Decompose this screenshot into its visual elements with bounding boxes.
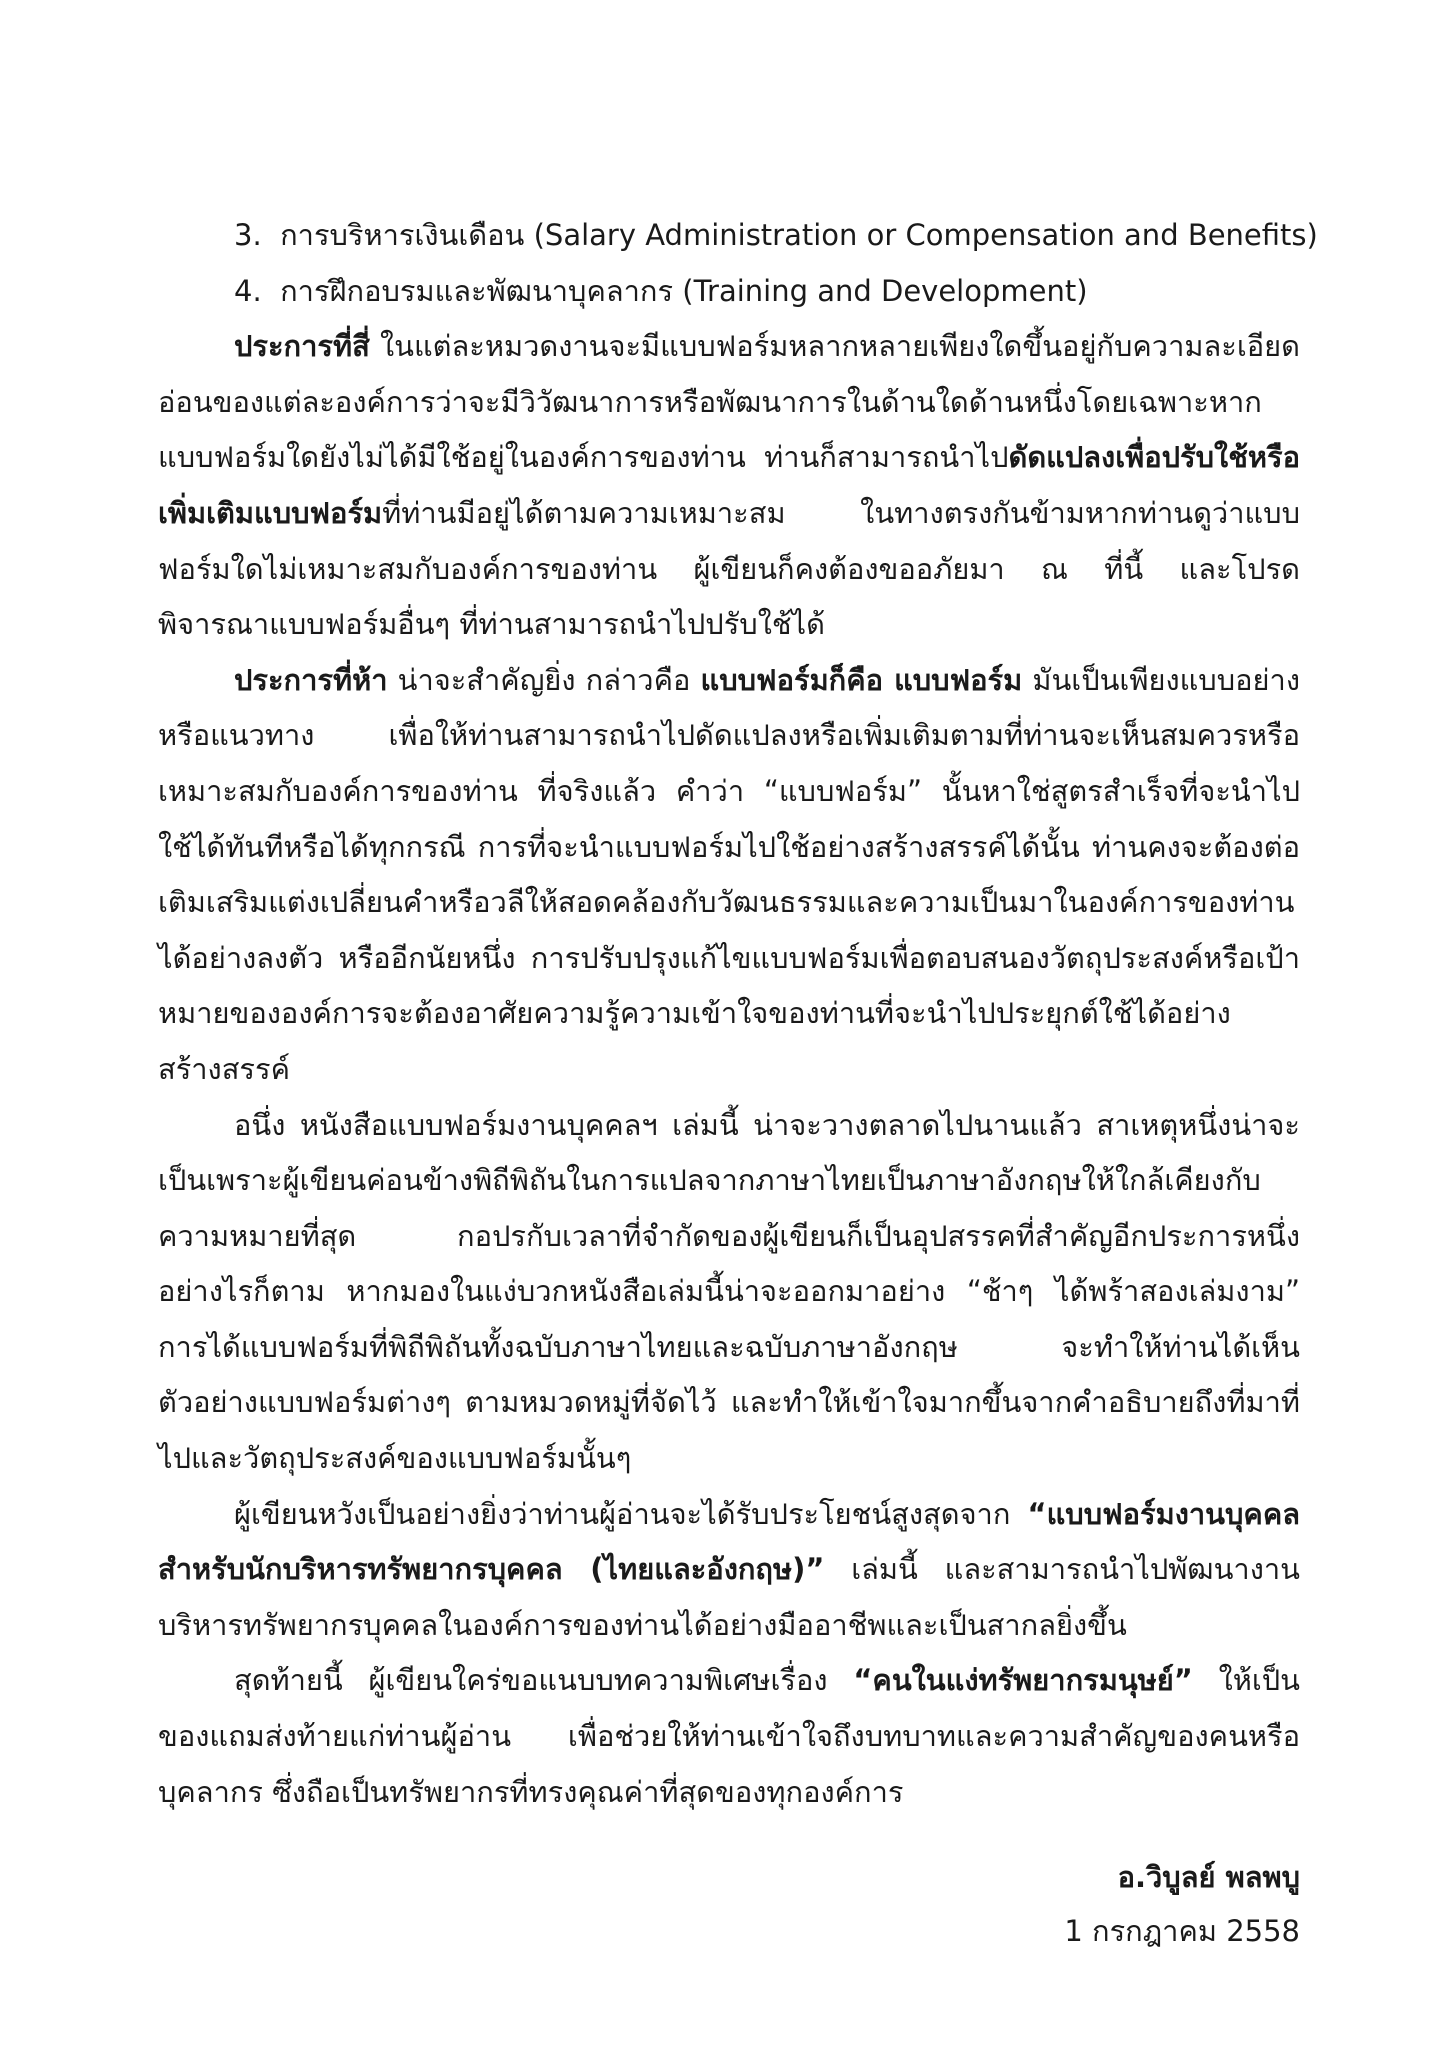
paragraph-final [158, 1653, 1300, 1820]
signature-date: 1 กรกฎาคม 2558 [1064, 1914, 1300, 1948]
fourth-point-text-2: ที่ท่านมีอยู่ได้ตามความเหมาะสม ในทางตรงกันข้ามหากท่านดูว่าแบบฟอร์มใดไม่เหมาะสมกับองค์การของท่าน ผู้เขียนก็คงต้องขออภัยมา ณ ที่นี้ และโปรดพิจารณาแบบฟอร์มอื่นๆ ที่ท่านสามารถนำไปปรับใช้ได้ [158, 495, 1300, 642]
final-text-1: สุดท้ายนี้ ผู้เขียนใคร่ขอแนบบทความพิเศษเรื่อง [234, 1663, 854, 1698]
fifth-point-text-1: น่าจะสำคัญยิ่ง กล่าวคือ [387, 662, 701, 697]
fifth-point-emphasis: แบบฟอร์มก็คือ แบบฟอร์ม [700, 662, 1023, 697]
author-name [1064, 1850, 1300, 1904]
list-item-3-number: 3. [234, 218, 262, 252]
paragraph-fourth-point [158, 319, 1300, 653]
list-item-3 [158, 208, 1318, 264]
hope-text-1: ผู้เขียนหวังเป็นอย่างยิ่งว่าท่านผู้อ่านจะได้รับประโยชน์สูงสุดจาก [234, 1496, 1028, 1531]
fourth-point-heading: ประการที่สี่ [234, 329, 370, 364]
list-item-4-number: 4. [234, 273, 262, 308]
fourth-point-emphasis: ดัดแปลงเพื่อปรับใช้หรือเพิ่มเติมแบบฟอร์ม [158, 440, 1300, 530]
paragraph-fifth-point [158, 653, 1300, 1098]
note-text: อนึ่ง หนังสือแบบฟอร์มงานบุคคลฯ เล่มนี้ น่าจะวางตลาดไปนานแล้ว สาเหตุหนึ่งน่าจะเป็นเพราะผู้เขียนค่อนข้างพิถีพิถันในการแปลจากภาษาไทยเป็นภาษาอังกฤษให้ใกล้เคียงกับความหมายที่สุด กอปรกับเวลาที่จำกัดของผู้เขียนก็เป็นอุปสรรคที่สำคัญอีกประการหนึ่ง อย่างไรก็ตาม หากมองในแง่บวกหนังสือเล่มนี้น่าจะออกมาอย่าง “ช้าๆ ได้พร้าสองเล่มงาม” การได้แบบฟอร์มที่พิถีพิถันทั้งฉบับภาษาไทยและฉบับภาษาอังกฤษ จะทำให้ท่านได้เห็นตัวอย่างแบบฟอร์มต่างๆ ตามหมวดหมู่ที่จัดไว้ และทำให้เข้าใจมากขึ้นจากคำอธิบายถึงที่มาที่ไปและวัตถุประสงค์ของแบบฟอร์มนั้นๆ [158, 1107, 1300, 1476]
paragraph-note [158, 1098, 1300, 1487]
book-title-emphasis: “แบบฟอร์มงานบุคคลสำหรับนักบริหารทรัพยากรบุคคล (ไทยและอังกฤษ)” [158, 1496, 1300, 1587]
signature-block [1064, 1850, 1300, 1958]
fourth-point-text-1: ในแต่ละหมวดงานจะมีแบบฟอร์มหลากหลายเพียงใดขึ้นอยู่กับความละเอียดอ่อนของแต่ละองค์การว่าจะมีวิวัฒนาการหรือพัฒนาการในด้านใดด้านหนึ่งโดยเฉพาะหากแบบฟอร์มใดยังไม่ได้มีใช้อยู่ในองค์การของท่าน ท่านก็สามารถนำไป [158, 329, 1300, 475]
fifth-point-text-2: มันเป็นเพียงแบบอย่างหรือแนวทาง เพื่อให้ท่านสามารถนำไปดัดแปลงหรือเพิ่มเติมตามที่ท่านจะเห็นสมควรหรือเหมาะสมกับองค์การของท่าน ที่จริงแล้ว คำว่า “แบบฟอร์ม” นั้นหาใช่สูตรสำเร็จที่จะนำไปใช้ได้ทันทีหรือได้ทุกกรณี การที่จะนำแบบฟอร์มไปใช้อย่างสร้างสรรค์ได้นั้น ท่านคงจะต้องต่อเติมเสริมแต่งเปลี่ยนคำหรือวลีให้สอดคล้องกับวัฒนธรรมและความเป็นมาในองค์การของท่านได้อย่างลงตัว หรืออีกนัยหนึ่ง การปรับปรุงแก้ไขแบบฟอร์มเพื่อตอบสนองวัตถุประสงค์หรือเป้าหมายขององค์การจะต้องอาศัยความรู้ความเข้าใจของท่านที่จะนำไปประยุกต์ใช้ได้อย่างสร้างสรรค์ [158, 662, 1300, 1086]
list-item-3-text: การบริหารเงินเดือน (Salary Administration or Compensation and Benefits) [280, 218, 1318, 252]
list-item-4-text: การฝึกอบรมและพัฒนาบุคลากร (Training and Development) [280, 273, 1088, 308]
list-item-4 [158, 264, 1300, 320]
hope-text-2: เล่มนี้ และสามารถนำไปพัฒนางานบริหารทรัพยากรบุคคลในองค์การของท่านได้อย่างมืออาชีพและเป็นสากลยิ่งขึ้น [158, 1552, 1300, 1642]
fifth-point-heading: ประการที่ห้า [234, 662, 388, 697]
preface-body [158, 208, 1318, 1820]
paragraph-hope [158, 1487, 1300, 1654]
author-name-text: อ.วิบูลย์ พลพบู [1117, 1860, 1300, 1894]
article-title-emphasis: “คนในแง่ทรัพยากรมนุษย์” [853, 1663, 1193, 1698]
final-text-2: ให้เป็นของแถมส่งท้ายแก่ท่านผู้อ่าน เพื่อช่วยให้ท่านเข้าใจถึงบทบาทและความสำคัญของคนหรือบุคลากร ซึ่งถือเป็นทรัพยากรที่ทรงคุณค่าที่สุดของทุกองค์การ [158, 1663, 1300, 1809]
